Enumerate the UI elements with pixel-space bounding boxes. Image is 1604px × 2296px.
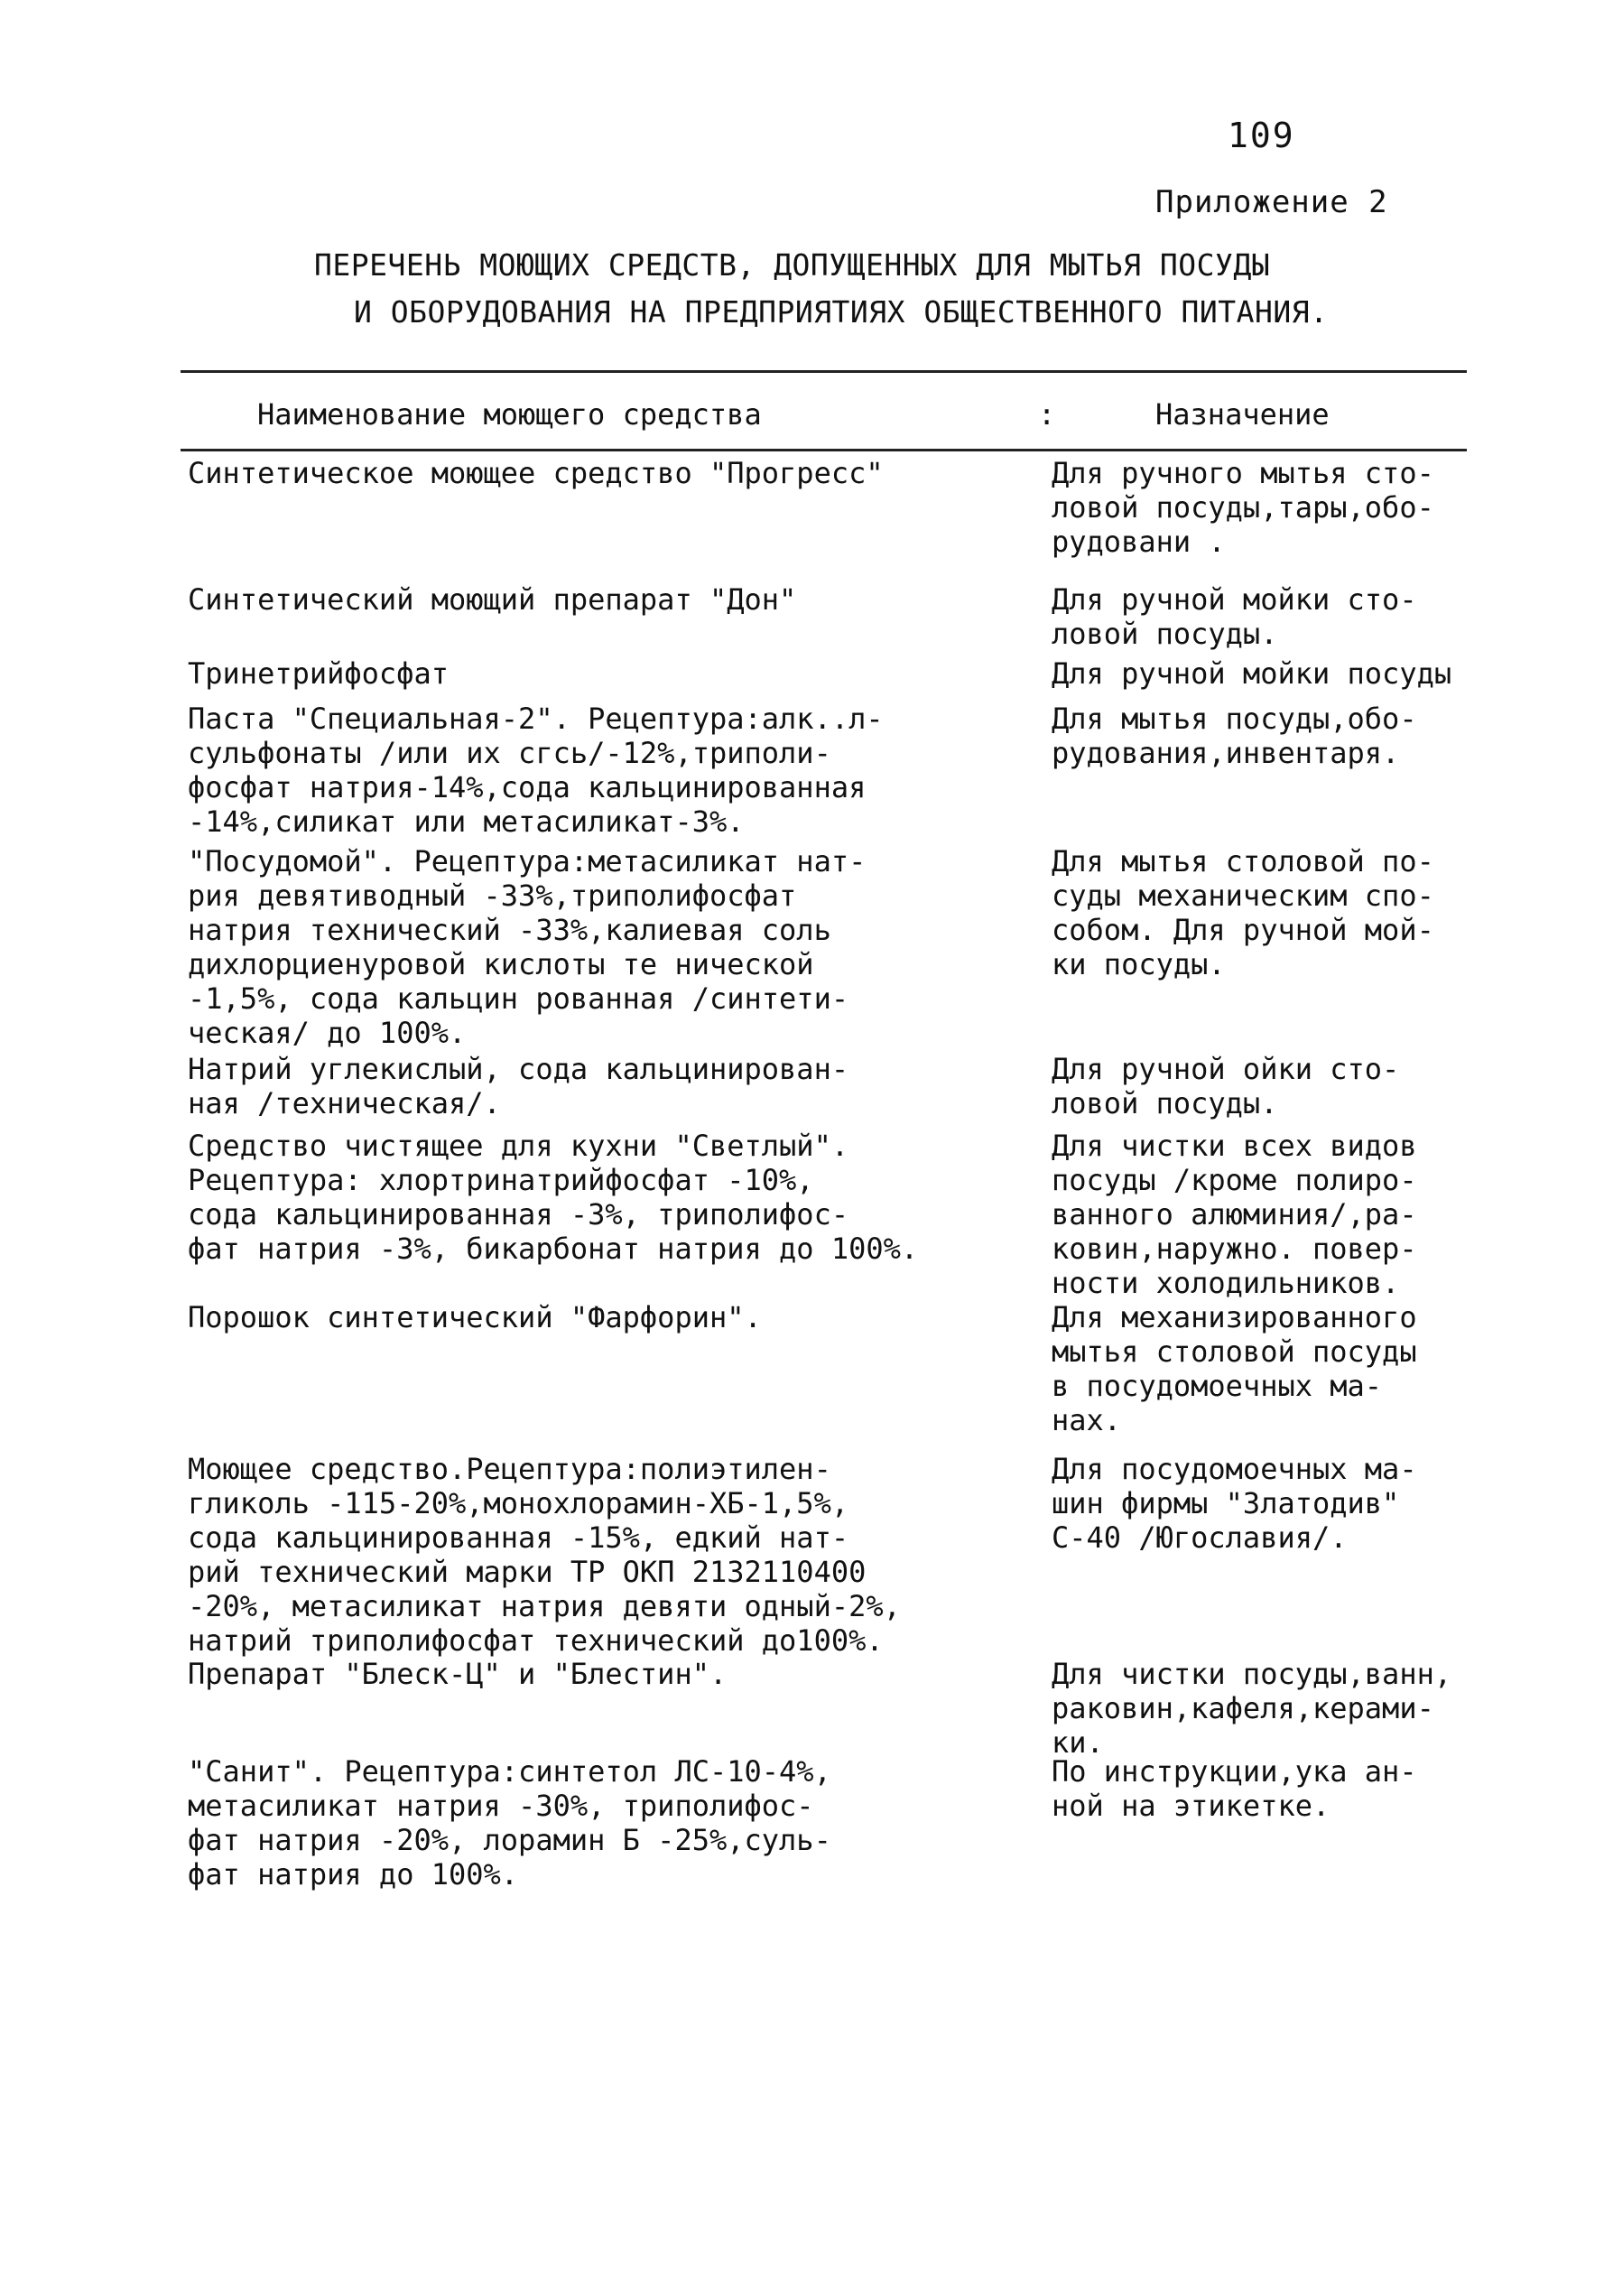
row-purpose: По инструкции,ука ан- ной на этикетке. [1052, 1754, 1417, 1823]
row-name: Синтетическое моющее средство "Прогресс" [188, 456, 884, 490]
title-line-1: ПЕРЕЧЕНЬ МОЮЩИХ СРЕДСТВ, ДОПУЩЕННЫХ ДЛЯ МЫТЬЯ ПОСУДЫ [314, 247, 1271, 283]
row-name: Средство чистящее для кухни "Светлый". Рецептура: хлортринатрийфосфат -10%, сода кальцинированная -3%, триполифос- фат натрия -3%, бикарбонат натрия до 100%. [188, 1129, 919, 1266]
row-purpose: Для механизированного мытья столовой посуды в посудомоечных ма- нах. [1052, 1300, 1417, 1437]
header-colon: : [1038, 397, 1056, 432]
header-purpose: Назначение [1155, 397, 1330, 432]
row-purpose: Для чистки посуды,ванн, раковин,кафеля,керами- ки. [1052, 1657, 1452, 1760]
row-purpose: Для мытья посуды,обо- рудования,инвентаря. [1052, 702, 1417, 770]
row-purpose: Для ручной ойки сто- ловой посуды. [1052, 1052, 1400, 1120]
row-name: Паста "Специальная-2". Рецептура:алк..л- сульфонаты /или их сгсь/-12%,триполи- фосфат натрия-14%,сода кальцинированная -14%,силикат или метасиликат-3%. [188, 702, 884, 839]
row-purpose: Для ручного мытья сто- ловой посуды,тары,обо- рудовани . [1052, 456, 1434, 559]
page-number: 109 [1228, 116, 1295, 155]
row-name: Тринетрийфосфат [188, 656, 449, 691]
row-name: Натрий углекислый, сода кальцинирован- ная /техническая/. [188, 1052, 849, 1120]
title-line-2: И ОБОРУДОВАНИЯ НА ПРЕДПРИЯТИЯХ ОБЩЕСТВЕННОГО ПИТАНИЯ. [354, 294, 1329, 330]
row-name: "Санит". Рецептура:синтетол ЛС-10-4%, метасиликат натрия -30%, триполифос- фат натрия -20%, лорамин Б -25%,суль- фат натрия до 100%. [188, 1754, 831, 1892]
header-name: Наименование моющего средства [257, 397, 762, 432]
row-purpose: Для мытья столовой по- суды механическим спо- собом. Для ручной мой- ки посуды. [1052, 844, 1434, 981]
row-name: "Посудомой". Рецептура:метасиликат нат- рия девятиводный -33%,триполифосфат натрия технический -33%,калиевая соль дихлорциенуровой кислоты те нической -1,5%, сода кальцин рованная /синтети- ческая/ до 100%. [188, 844, 867, 1050]
row-name: Препарат "Блеск-Ц" и "Блестин". [188, 1657, 728, 1691]
document-title [253, 242, 1426, 336]
row-purpose: Для ручной мойки сто- ловой посуды. [1052, 582, 1417, 651]
table-top-rule [181, 370, 1467, 373]
row-name: Моющее средство.Рецептура:полиэтилен- гликоль -115-20%,монохлорамин-ХБ-1,5%, сода кальцинированная -15%, едкий нат- рий технический марки ТР ОКП 2132110400 -20%, метасиликат натрия девяти одный-2%, натрий триполифосфат технический до100%. [188, 1452, 901, 1658]
appendix-label: Приложение 2 [1155, 184, 1388, 220]
row-name: Порошок синтетический "Фарфорин". [188, 1300, 762, 1334]
row-name: Синтетический моющий препарат "Дон" [188, 582, 797, 617]
row-purpose: Для чистки всех видов посуды /кроме полиро- ванного алюминия/,ра- ковин,наружно. повер- ности холодильников. [1052, 1129, 1417, 1300]
row-purpose: Для ручной мойки посуды [1052, 656, 1452, 691]
table-header-rule [181, 449, 1467, 451]
row-purpose: Для посудомоечных ма- шин фирмы "Златодив" С-40 /Югославия/. [1052, 1452, 1417, 1555]
